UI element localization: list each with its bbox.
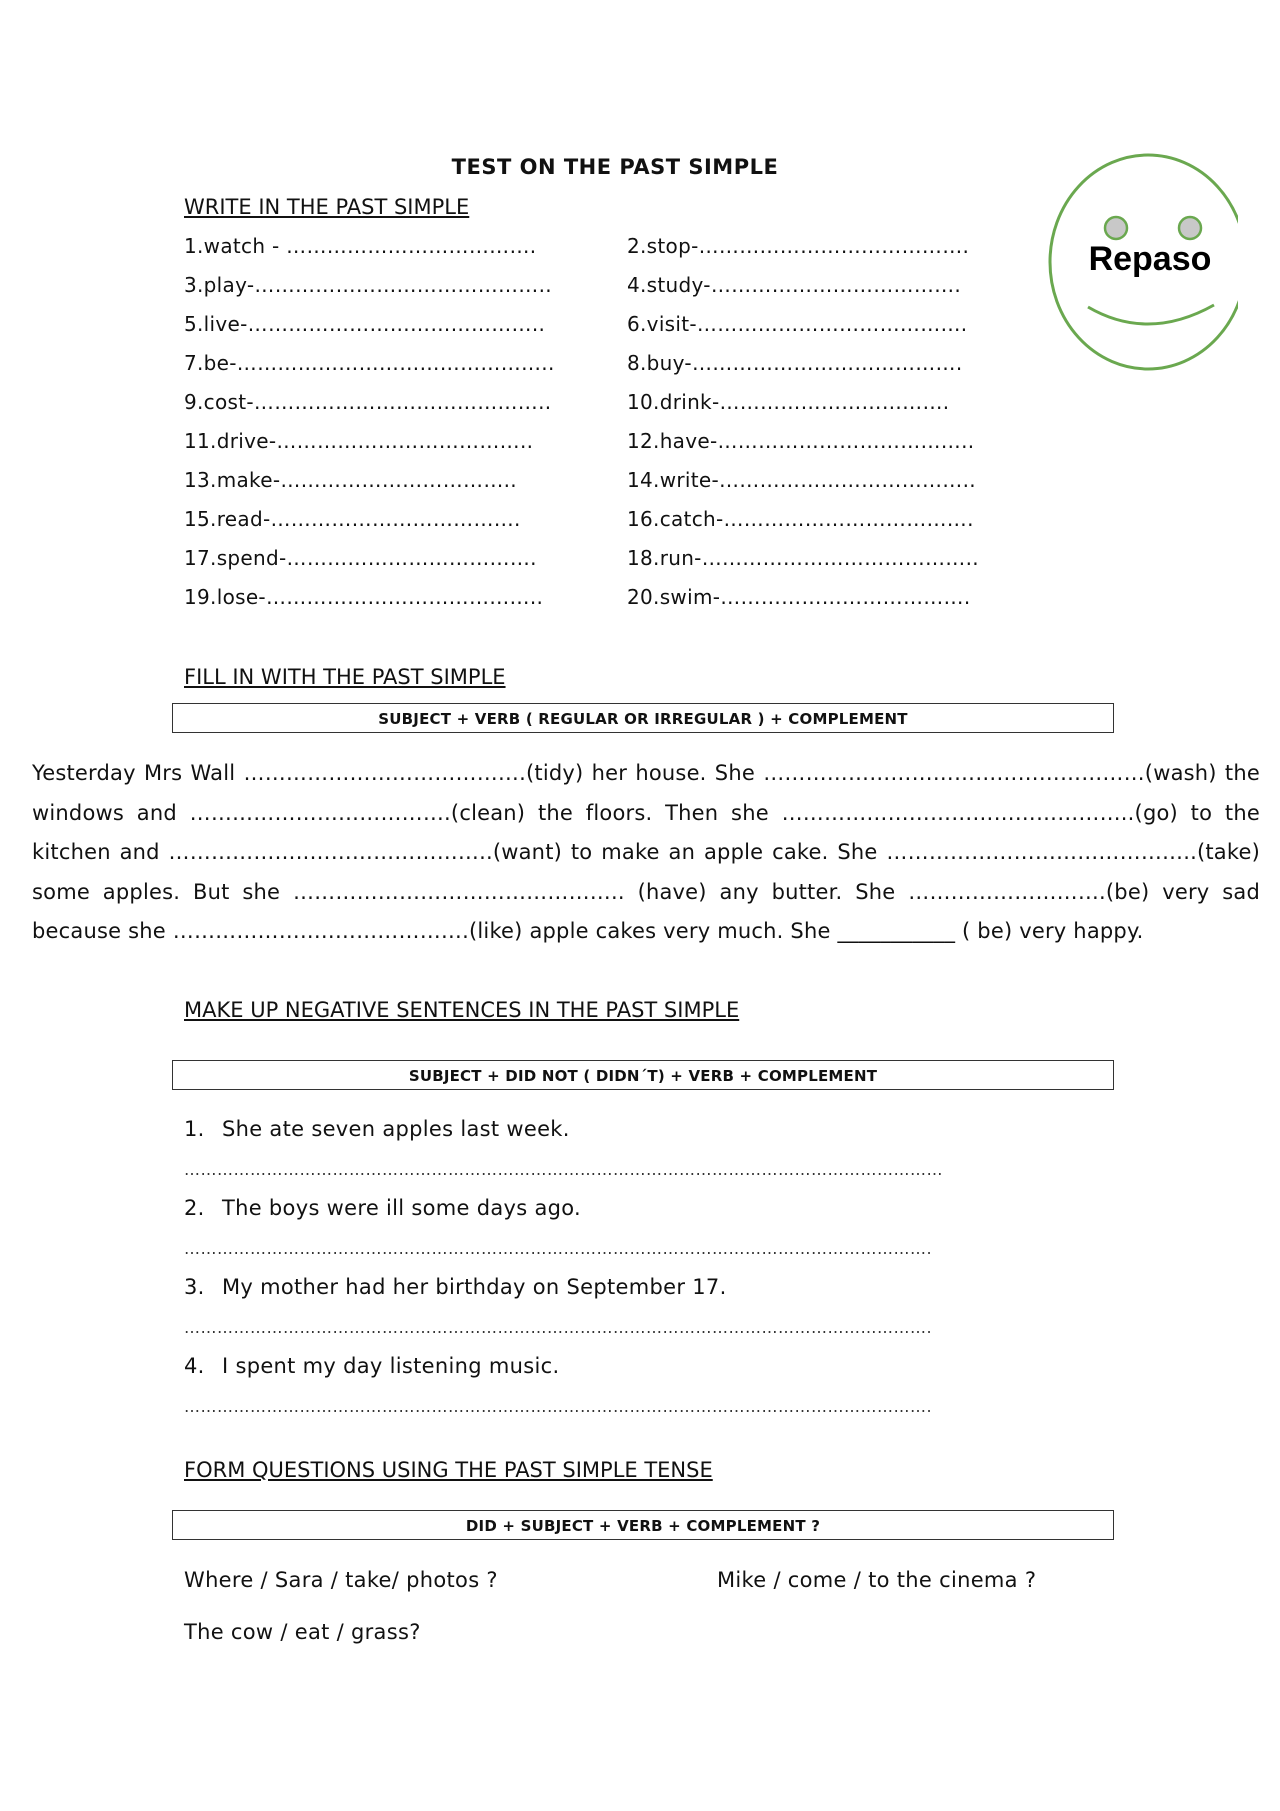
verb-item: 18.run-………………………………….. [627,546,979,570]
verb-item: 10.drink-……………………………. [627,390,950,414]
smiley-face-icon [1038,152,1238,374]
answer-line: ………………………………………………………………………………………………………………………. [184,1239,933,1258]
negative-sentence [184,1354,559,1378]
sentence-text: My mother had her birthday on September 17. [222,1275,727,1299]
negative-sentence [184,1196,581,1220]
answer-line: ………………………………………………………………………………………………………………………… [184,1160,943,1179]
verb-item: 16.catch-………………………………. [627,507,974,531]
verb-item: 4.study-………………………………. [627,273,962,297]
page-title: TEST ON THE PAST SIMPLE [451,155,779,179]
repaso-label: Repaso [1088,240,1212,278]
sentence-number: 1. [184,1117,205,1141]
section-heading-negative: MAKE UP NEGATIVE SENTENCES IN THE PAST SIMPLE [184,998,740,1022]
verb-item: 7.be-……………………………………….. [184,351,555,375]
rule-box-negative: SUBJECT + DID NOT ( DIDN´T) + VERB + COMPLEMENT [172,1060,1114,1090]
answer-line: ………………………………………………………………………………………………………………………. [184,1318,933,1337]
verb-item: 11.drive-……………………………….. [184,429,534,453]
answer-line: ………………………………………………………………………………………………………………………. [184,1397,933,1416]
sentence-number: 3. [184,1275,205,1299]
verb-item: 20.swim-………………………………. [627,585,971,609]
sentence-text: She ate seven apples last week. [222,1117,570,1141]
verb-item: 17.spend-………………………………. [184,546,537,570]
sentence-text: I spent my day listening music. [222,1354,560,1378]
verb-item: 1.watch - ………………………………. [184,234,537,258]
negative-sentence [184,1117,570,1141]
question-prompt: The cow / eat / grass? [184,1620,421,1644]
fill-in-paragraph: Yesterday Mrs Wall ………………………………….(tidy) her house. She ………………………………………………(wash) the windows and ……………………………….(clean) the floors. Then she …………………………………………..(go) to the kitchen and ………………..……………………..(want) to make an apple cake. She ……………………………………..(take) some apples. But she ……………………………………….. (have) any butter. She ……………………….(be) very sad because she ………………..………………….(like) apple cakes very much. She ___________ ( be) very happy. [32,761,1260,943]
verb-item: 8.buy-…………………………………. [627,351,963,375]
verb-item: 12.have-……………………………….. [627,429,975,453]
verb-item: 6.visit-…………………………………. [627,312,968,336]
rule-box-questions: DID + SUBJECT + VERB + COMPLEMENT ? [172,1510,1114,1540]
verb-item: 13.make-…………………………….. [184,468,517,492]
verb-item: 19.lose-………………………………….. [184,585,544,609]
verb-item: 14.write-……………………………….. [627,468,976,492]
question-prompt: Mike / come / to the cinema ? [717,1568,1037,1592]
sentence-number: 2. [184,1196,205,1220]
verb-item: 2.stop-…………………………………. [627,234,970,258]
negative-sentence [184,1275,727,1299]
question-prompt: Where / Sara / take/ photos ? [184,1568,498,1592]
verb-item: 15.read-………………………………. [184,507,521,531]
section-heading-fill: FILL IN WITH THE PAST SIMPLE [184,665,506,689]
sentence-text: The boys were ill some days ago. [222,1196,582,1220]
smiley-logo [1038,152,1238,378]
verb-item: 5.live-…………………………………….. [184,312,546,336]
section-heading-questions: FORM QUESTIONS USING THE PAST SIMPLE TENSE [184,1458,713,1482]
verb-item: 3.play-…………………………………….. [184,273,552,297]
rule-box-affirmative: SUBJECT + VERB ( REGULAR OR IRREGULAR ) + COMPLEMENT [172,703,1114,733]
section-heading-write: WRITE IN THE PAST SIMPLE [184,195,470,219]
verb-item: 9.cost-…………………………………….. [184,390,552,414]
sentence-number: 4. [184,1354,205,1378]
